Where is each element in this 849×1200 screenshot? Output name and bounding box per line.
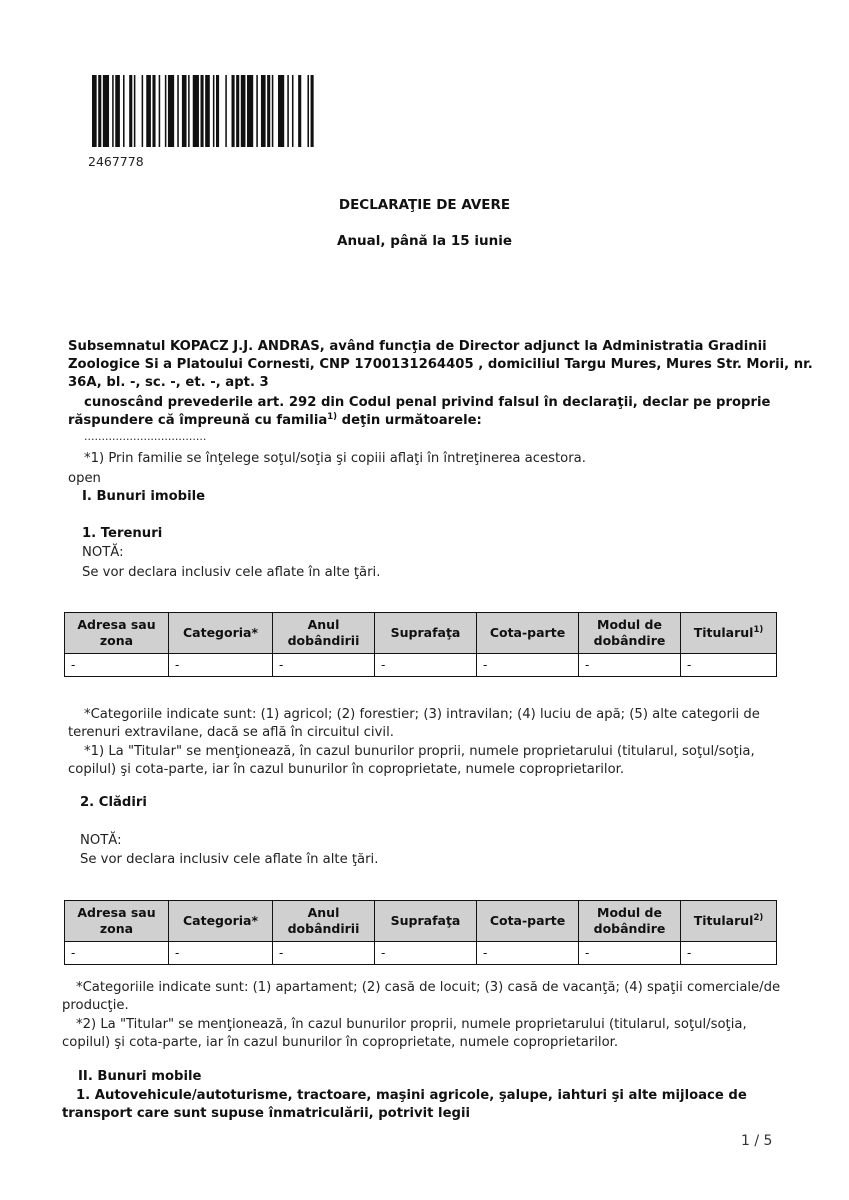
footnote-ref: 1) [753,625,764,635]
table-cell: - [477,654,579,677]
table-cell: - [579,654,681,677]
column-header-titularul [681,613,777,654]
table-cell: - [681,654,777,677]
intro-line-4: cunoscând prevederile art. 292 din Codul penal privind falsul în declaraţii, declar pe proprie [84,395,771,410]
terenuri-category-note-1: *Categoriile indicate sunt: (1) agricol; (2) forestier; (3) intravilan; (4) luciu de apă; (5) alte categorii de [84,707,760,722]
intro-line-3: 36A, bl. -, sc. -, et. -, apt. 3 [68,375,269,390]
column-header-modul: Modul de dobândire [579,613,681,654]
cladiri-nota-text: Se vor declara inclusiv cele aflate în alte ţări. [80,852,379,867]
table-header-row [65,901,777,942]
cladiri-nota: NOTĂ: [80,833,122,848]
terenuri-category-note-2: terenuri extravilane, dacă se află în circuitul civil. [68,725,394,740]
terenuri-nota-text: Se vor declara inclusiv cele aflate în alte ţări. [82,565,381,580]
autovehicule-heading-2: transport care sunt supuse înmatriculării, potrivit legii [62,1106,471,1121]
table-cell: - [169,942,273,965]
column-header-cota: Cota-parte [477,613,579,654]
terenuri-titular-note-2: copilul) şi cota-parte, iar în cazul bunurilor în coproprietate, numele coproprietarilor. [68,762,625,777]
titularul-label: Titularul [693,625,754,640]
cladiri-heading: 2. Clădiri [80,795,147,810]
barcode-image [92,75,462,147]
column-header-titularul [681,901,777,942]
column-header-modul: Modul de dobândire [579,901,681,942]
column-header-categoria: Categoria* [169,613,273,654]
document-title: DECLARAŢIE DE AVERE [338,197,511,213]
table-cell: - [375,654,477,677]
column-header-categoria: Categoria* [169,901,273,942]
intro-line-5-tail: deţin următoarele: [337,413,482,428]
cladiri-category-note-1: *Categoriile indicate sunt: (1) apartament; (2) casă de locuit; (3) casă de vacanţă; (4) spaţii comerciale/de [76,980,781,995]
column-header-anul: Anul dobândirii [273,613,375,654]
page-number: 1 / 5 [741,1133,773,1149]
intro-line-2: Zoologice Si a Platoului Cornesti, CNP 1700131264405 , domiciliul Targu Mures, Mures Str. Morii, nr. [68,357,813,372]
cladiri-titular-note-1: *2) La "Titular" se menţionează, în cazul bunurilor proprii, numele proprietarului (titularul, soţul/soţia, [76,1017,747,1032]
table-row [65,654,777,677]
section-1-heading: I. Bunuri imobile [82,489,206,504]
terenuri-nota: NOTĂ: [82,545,124,560]
barcode-number: 2467778 [88,154,144,169]
column-header-adresa: Adresa sau zona [65,901,169,942]
table-cell: - [579,942,681,965]
footnote-ref-1: 1) [327,412,338,422]
table-cell: - [65,942,169,965]
intro-line-5-text: răspundere că împreună cu familia [68,413,328,428]
document-subtitle: Anual, până la 15 iunie [337,233,512,249]
table-cell: - [375,942,477,965]
column-header-anul: Anul dobândirii [273,901,375,942]
table-row [65,942,777,965]
dotted-line: ................................... [84,430,207,443]
table-cell: - [65,654,169,677]
column-header-cota: Cota-parte [477,901,579,942]
column-header-suprafata: Suprafaţa [375,901,477,942]
table-cell: - [273,942,375,965]
footnote-ref: 2) [753,913,764,923]
terenuri-table [64,612,777,677]
table-cell: - [273,654,375,677]
terenuri-heading: 1. Terenuri [82,526,163,541]
intro-line-5 [68,412,482,429]
terenuri-titular-note-1: *1) La "Titular" se menţionează, în cazul bunurilor proprii, numele proprietarului (titularul, soţul/soţia, [84,744,755,759]
cladiri-category-note-2: producţie. [62,998,129,1013]
titularul-label: Titularul [693,913,754,928]
table-header-row [65,613,777,654]
section-2-heading: II. Bunuri mobile [78,1069,202,1084]
intro-line-1: Subsemnatul KOPACZ J.J. ANDRAS, având funcţia de Director adjunct la Administratia Gradinii [68,339,767,354]
family-footnote: *1) Prin familie se înţelege soţul/soţia şi copiii aflaţi în întreţinerea acestora. [84,451,586,466]
table-cell: - [169,654,273,677]
table-cell: - [477,942,579,965]
open-label: open [68,471,101,486]
column-header-suprafata: Suprafaţa [375,613,477,654]
cladiri-titular-note-2: copilul) şi cota-parte, iar în cazul bunurilor în coproprietate, numele coproprietarilor. [62,1035,619,1050]
autovehicule-heading-1: 1. Autovehicule/autoturisme, tractoare, maşini agricole, şalupe, iahturi şi alte mijloace de [76,1088,747,1103]
cladiri-table [64,900,777,965]
table-cell: - [681,942,777,965]
column-header-adresa: Adresa sau zona [65,613,169,654]
